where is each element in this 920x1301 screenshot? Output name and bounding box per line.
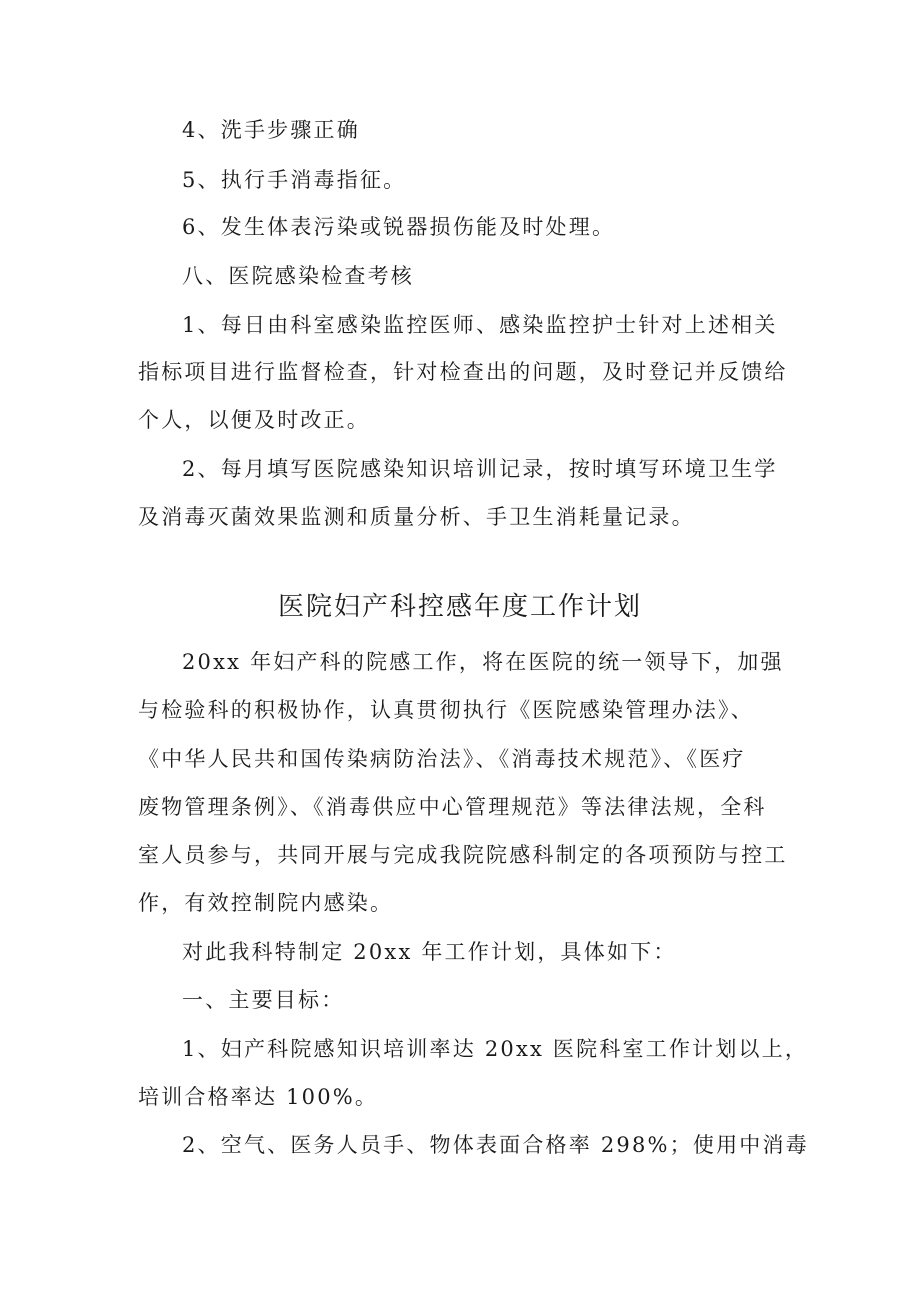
paragraph-line: 指标项目进行监督检查，针对检查出的问题，及时登记并反馈给	[138, 360, 788, 384]
paragraph-line: 个人，以便及时改正。	[138, 408, 370, 432]
paragraph-line: 《中华人民共和国传染病防治法》、《消毒技术规范》、《医疗	[138, 747, 746, 771]
list-item-hand-disinfection: 5、执行手消毒指征。	[182, 168, 407, 192]
list-item-handwash-steps: 4、洗手步骤正确	[182, 118, 360, 142]
document-title: 医院妇产科控感年度工作计划	[277, 592, 642, 622]
paragraph-line: 废物管理条例》、《消毒供应中心管理规范》等法律法规，全科	[138, 795, 767, 819]
list-item-contamination-handling: 6、发生体表污染或锐器损伤能及时处理。	[182, 215, 616, 239]
paragraph-line: 对此我科特制定 20xx 年工作计划，具体如下：	[182, 940, 677, 964]
paragraph-line: 培训合格率达 100%。	[138, 1085, 379, 1109]
paragraph-line: 20xx 年妇产科的院感工作，将在医院的统一领导下，加强	[182, 650, 784, 674]
paragraph-line: 2、空气、医务人员手、物体表面合格率 298%；使用中消毒	[182, 1133, 809, 1157]
section-heading-goals: 一、主要目标：	[182, 988, 345, 1012]
paragraph-line: 与检验科的积极协作，认真贯彻执行《医院感染管理办法》、	[138, 698, 754, 722]
paragraph-line: 作，有效控制院内感染。	[138, 891, 394, 915]
paragraph-line: 2、每月填写医院感染知识培训记录，按时填写环境卫生学	[182, 457, 778, 481]
paragraph-line: 1、妇产科院感知识培训率达 20xx 医院科室工作计划以上，	[182, 1037, 809, 1061]
paragraph-line: 室人员参与，共同开展与完成我院院感科制定的各项预防与控工	[138, 843, 788, 867]
section-heading-inspection: 八、医院感染检查考核	[182, 264, 414, 288]
paragraph-line: 1、每日由科室感染监控医师、感染监控护士针对上述相关	[182, 313, 778, 337]
paragraph-line: 及消毒灭菌效果监测和质量分析、手卫生消耗量记录。	[138, 505, 695, 529]
